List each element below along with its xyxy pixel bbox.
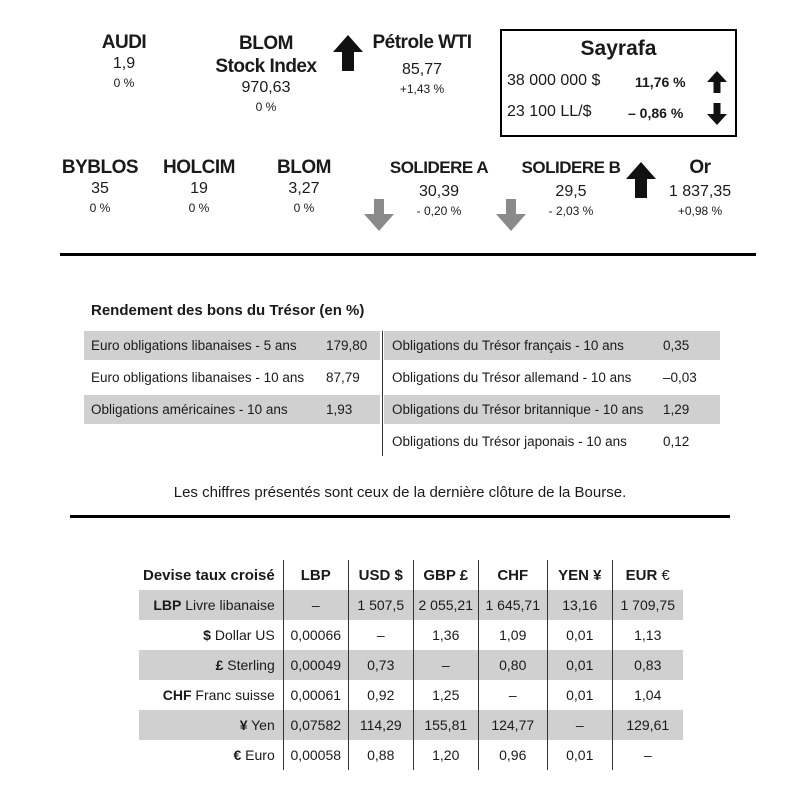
fx-cell: 1,25: [413, 680, 478, 710]
quote-name: HOLCIM: [163, 157, 235, 178]
quote-solidere-a: [379, 157, 499, 220]
sayrafa-title: Sayrafa: [580, 37, 657, 60]
fx-cell: 0,01: [547, 650, 612, 680]
quote-value: 970,63: [241, 79, 291, 96]
sayrafa-volume-change: 11,76 %: [635, 74, 686, 90]
fx-cell: 1 709,75: [612, 590, 683, 620]
fx-cell: –: [547, 710, 612, 740]
footnote: Les chiffres présentés sont ceux de la dernière clôture de la Bourse.: [173, 484, 627, 501]
fx-cell: 0,01: [547, 620, 612, 650]
fx-currency-code: $: [203, 627, 211, 643]
bond-label: Euro obligations libanaises - 10 ans: [91, 370, 305, 385]
quote-name: BLOM: [277, 157, 331, 178]
arrow-up-icon: [331, 33, 365, 73]
fx-currency: [139, 680, 283, 710]
fx-cell: 0,00058: [283, 740, 348, 770]
fx-cell: 1,04: [612, 680, 683, 710]
bond-row: [384, 331, 720, 360]
fx-cell: 13,16: [547, 590, 612, 620]
fx-header: YEN ¥: [547, 560, 612, 590]
fx-cell: 129,61: [612, 710, 683, 740]
bond-row: [84, 331, 380, 360]
quote-value: 3,27: [288, 180, 320, 197]
fx-row: [139, 710, 683, 740]
quote-name: AUDI: [101, 32, 147, 53]
fx-cell: 1,20: [413, 740, 478, 770]
fx-cell: 0,83: [612, 650, 683, 680]
fx-currency-name: Yen: [251, 717, 275, 733]
fx-row: [139, 650, 683, 680]
quote-name: BLOM Stock Index: [215, 33, 317, 77]
fx-cell: 124,77: [478, 710, 547, 740]
quote-blom: [244, 157, 364, 217]
fx-header: CHF: [478, 560, 547, 590]
fx-cell: 0,00061: [283, 680, 348, 710]
fx-currency-code: ¥: [239, 717, 248, 733]
quote-change: - 2,03 %: [548, 204, 594, 218]
fx-cell: 1 507,5: [348, 590, 413, 620]
bond-value: 0,35: [663, 338, 690, 353]
bond-row: [384, 427, 720, 456]
quote-audi: [64, 32, 184, 92]
fx-currency-name: Euro: [245, 747, 275, 763]
fx-cell: 0,96: [478, 740, 547, 770]
fx-currency: [139, 650, 283, 680]
quote-value: 1,9: [112, 55, 136, 72]
fx-header-row: [139, 560, 683, 590]
quote-petrole-wti: [362, 32, 482, 98]
fx-cell: 1 645,71: [478, 590, 547, 620]
bonds-title: Rendement des bons du Trésor (en %): [91, 302, 365, 319]
fx-cell: 0,92: [348, 680, 413, 710]
quote-change: - 0,20 %: [416, 204, 462, 218]
bond-value: 87,79: [326, 370, 360, 385]
quote-change: 0 %: [293, 201, 315, 215]
fx-row: [139, 680, 683, 710]
fx-currency-code: CHF: [162, 687, 192, 703]
fx-row: [139, 590, 683, 620]
bond-value: 179,80: [326, 338, 368, 353]
quote-value: 19: [190, 180, 208, 197]
quote-or: [640, 157, 760, 220]
quote-value: 85,77: [401, 61, 443, 78]
bond-row: [384, 395, 720, 424]
fx-cell: 155,81: [413, 710, 478, 740]
sayrafa-rate: 23 100 LL/$: [507, 103, 592, 120]
fx-currency-name: Franc suisse: [195, 687, 275, 703]
fx-cell: 0,80: [478, 650, 547, 680]
fx-cell: 0,01: [547, 740, 612, 770]
quote-name: SOLIDERE B: [521, 158, 621, 177]
quote-change: 0 %: [113, 76, 135, 90]
fx-cell: 0,01: [547, 680, 612, 710]
fx-cell: 1,09: [478, 620, 547, 650]
fx-currency-code: LBP: [153, 597, 182, 613]
quote-change: +0,98 %: [677, 204, 723, 218]
quote-value: 35: [91, 180, 109, 197]
fx-cell: –: [478, 680, 547, 710]
fx-header: USD $: [348, 560, 413, 590]
quote-blom-index: [196, 32, 336, 116]
bond-row: [84, 395, 380, 424]
bond-label: Obligations du Trésor japonais - 10 ans: [392, 434, 627, 449]
fx-header: Devise taux croisé: [143, 566, 275, 584]
fx-cell: 2 055,21: [413, 590, 478, 620]
bond-value: –0,03: [663, 370, 697, 385]
fx-currency: [139, 740, 283, 770]
quote-name: Or: [689, 157, 711, 178]
fx-cell: 0,88: [348, 740, 413, 770]
bond-value: 1,29: [663, 402, 690, 417]
fx-currency-code: €: [233, 747, 242, 763]
bond-label: Obligations du Trésor allemand - 10 ans: [392, 370, 632, 385]
fx-header: GBP £: [413, 560, 478, 590]
bond-value: 1,93: [326, 402, 353, 417]
divider: [60, 253, 756, 256]
bond-row: [84, 363, 380, 392]
quote-value: 30,39: [418, 183, 460, 200]
bond-value: 0,12: [663, 434, 690, 449]
fx-currency-name: Dollar US: [214, 627, 275, 643]
fx-cell: 0,00066: [283, 620, 348, 650]
quote-holcim: [139, 157, 259, 217]
quote-solidere-b: [511, 157, 631, 220]
bond-row: [384, 363, 720, 392]
fx-row: [139, 620, 683, 650]
quote-change: 0 %: [188, 201, 210, 215]
bond-label: Obligations du Trésor britannique - 10 ans: [392, 402, 644, 417]
divider: [70, 515, 730, 518]
bond-label: Euro obligations libanaises - 5 ans: [91, 338, 297, 353]
fx-cell: –: [348, 620, 413, 650]
bond-label: Obligations du Trésor français - 10 ans: [392, 338, 624, 353]
fx-cell: 1,13: [612, 620, 683, 650]
sayrafa-volume: 38 000 000 $: [507, 72, 601, 89]
fx-header-label: EUR: [625, 566, 658, 584]
quote-value: 29,5: [555, 183, 587, 200]
fx-cell: 114,29: [348, 710, 413, 740]
fx-cell: 1,36: [413, 620, 478, 650]
quote-name: BYBLOS: [61, 157, 139, 178]
quote-change: +1,43 %: [399, 82, 445, 96]
quote-name: Pétrole WTI: [372, 32, 472, 53]
column-divider: [382, 331, 383, 456]
fx-currency: [139, 710, 283, 740]
quote-change: 0 %: [255, 100, 277, 114]
fx-cell: 0,00049: [283, 650, 348, 680]
fx-currency-name: Sterling: [227, 657, 275, 673]
fx-cell: –: [413, 650, 478, 680]
sayrafa-box: [500, 29, 737, 137]
bond-label: Obligations américaines - 10 ans: [91, 402, 288, 417]
arrow-down-icon: [705, 101, 729, 132]
fx-row: [139, 740, 683, 770]
quote-value: 1 837,35: [668, 183, 732, 200]
arrow-up-icon: [705, 69, 729, 100]
fx-cell: 0,73: [348, 650, 413, 680]
fx-header: LBP: [283, 560, 348, 590]
euro-symbol: €: [661, 566, 670, 584]
fx-cell: 0,07582: [283, 710, 348, 740]
quote-name: SOLIDERE A: [389, 158, 489, 177]
fx-header-eur: [612, 560, 683, 590]
fx-currency-code: £: [215, 657, 224, 673]
quote-change: 0 %: [89, 201, 111, 215]
fx-currency: [139, 620, 283, 650]
fx-table: [139, 560, 683, 770]
fx-cell: –: [283, 590, 348, 620]
fx-currency: [139, 590, 283, 620]
fx-currency-name: Livre libanaise: [185, 597, 275, 613]
sayrafa-rate-change: – 0,86 %: [628, 105, 684, 121]
fx-cell: –: [612, 740, 683, 770]
